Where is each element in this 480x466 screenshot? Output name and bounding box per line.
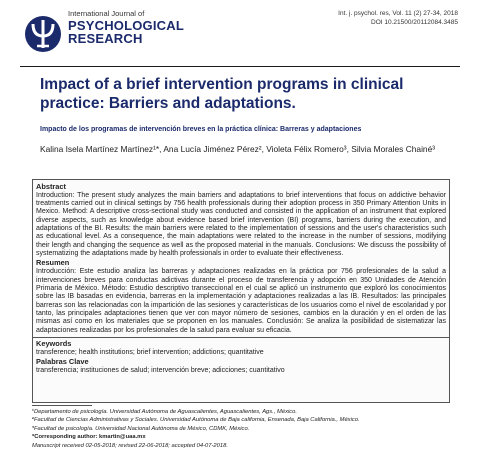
corresponding-author: *Corresponding author: kmartin@uaa.mx	[32, 434, 146, 441]
footnote-item: ³Facultad de psicología. Universidad Nacional Autónoma de México, CDMK, México.	[32, 425, 250, 432]
author-list: Kalina Isela Martínez Martínez¹*, Ana Lucía Jiménez Pérez², Violeta Félix Romero³, Silvia Morales Chainé³	[40, 144, 436, 154]
footnote-rule	[32, 405, 92, 406]
article-title: Impact of a brief intervention programs in clinical practice: Barriers and adaptations.	[40, 76, 404, 113]
doi-line: DOI 10.21500/20112084.3485	[371, 18, 458, 26]
abstract-box	[32, 179, 450, 403]
keywords-heading: Keywords	[36, 338, 72, 348]
resumen-text: Introducción: Este estudio analiza las barreras y adaptaciones realizadas en la práctica por 756 profesionales de la salud a intervenciones breves para conductas adictivas durante el proceso de transferencia y adopción en 350 Unidades de Atención Primaria de México. Método: Estudio descriptivo transeccional en el cual se aplicó un instrumento que exploró los conocimientos sobre las IB basadas en evidencia, barreras en la implementación y adaptaciones realizadas a las IB. Resultados: las principales barreras son las relacionadas con la impartición de las sesiones y características de los usuarios como el nivel de escolaridad y por tanto, las principales adaptaciones tienen que ver con mayor número de sesiones, cambios en la duración y en el orden de las mismas así como en los materiales que se proponen en los manuales. Conclusión: Se analiza la posibilidad de sistematizar las adaptaciones realizadas por los profesionales de la salud para evaluar su eficacia.	[36, 268, 446, 334]
resumen-heading: Resumen	[36, 258, 70, 268]
citation-line: Int. j. psychol. res, Vol. 11 (2) 27-34, 2018	[338, 10, 458, 17]
citation-block	[338, 10, 458, 28]
header-divider	[20, 66, 460, 67]
psi-logo-icon	[24, 14, 62, 54]
article-subtitle: Impacto de los programas de intervención breves en la práctica clínica: Barreras y adaptaciones	[40, 126, 362, 133]
abstract-heading: Abstract	[36, 182, 66, 191]
palabras-clave-heading: Palabras Clave	[36, 357, 89, 367]
journal-logo	[24, 10, 214, 58]
abstract-text: Introduction: The present study analyzes the main barriers and adaptations to brief interventions that focus on addictive behavior treatments carried out in clinical settings by 756 health professionals during their adoption process in 350 Primary Attention Units in Mexico. Method: A descriptive cross-sectional study was conducted and consisted in the application of an instrument that explored diverse aspects, such as knowledge about evidence based brief intervention (BI) programs, barriers during the execution, and adaptations of the BI. Results: the main barriers were related to the implementation of sessions and the user's characteristics such as educational level. As a consequence, the main adaptations were related to the increase in the number of sessions, modifying their length and changing the sequence as well as the proposed material in the manuals. Conclusions: We discuss the possibility of systematizing the adaptations made by health professionals in order to evaluate their effectiveness.	[36, 191, 446, 258]
keywords-divider	[33, 337, 449, 338]
journal-name-line1: PSYCHOLOGICAL	[68, 17, 184, 33]
journal-name-line2: RESEARCH	[68, 30, 143, 46]
footnote-item: ¹Departamento de psicología. Universidad Autónoma de Aguascalientes, Aguascalientes, Ags., México.	[32, 409, 297, 415]
manuscript-dates: Manuscript received 02-05-2018; revised 22-06-2018; accepted 04-07-2018.	[32, 442, 228, 449]
palabras-clave-text: transferencia; instituciones de salud; intervención breve; adicciones; cuantitativo	[36, 366, 285, 374]
journal-small-label: International Journal of	[68, 9, 145, 18]
keywords-text: transference; health institutions; brief intervention; addictions; quantitative	[36, 348, 264, 356]
footnotes	[32, 408, 452, 450]
footnote-item: ²Facultad de Ciencias Administrativas y Sociales. Universidad Autónoma de Baja california, Ensenada, Baja California., México.	[32, 417, 360, 424]
